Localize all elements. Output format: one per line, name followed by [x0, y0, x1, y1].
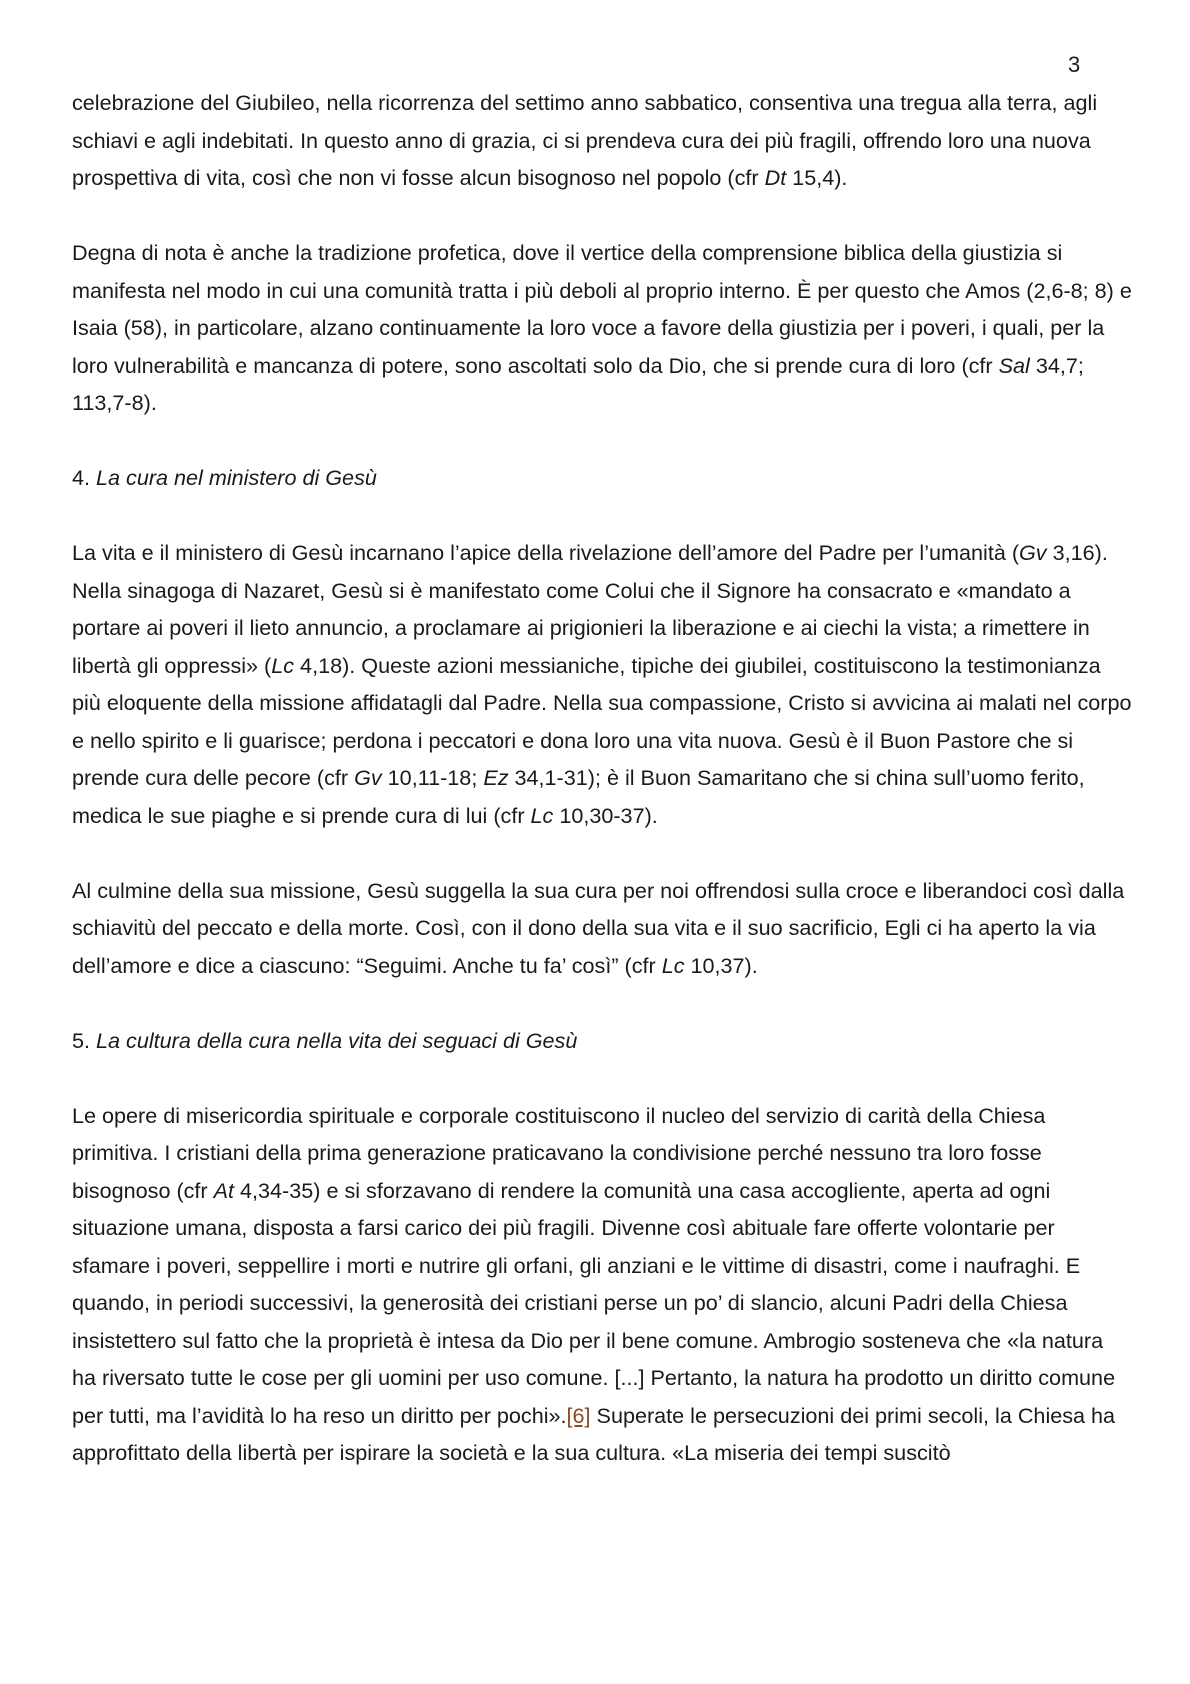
bible-reference: Lc	[271, 652, 295, 678]
bible-reference: Lc	[530, 802, 554, 828]
text-run: La vita e il ministero di Gesù incarnano l’apice della rivelazione dell’amore del Padre per l’umanità (	[72, 540, 1020, 565]
text-run: 10,37).	[684, 952, 758, 978]
bible-reference: Ez	[483, 765, 509, 790]
text-run: 34,1-31); è il Buon Samaritano che si china sull’uomo ferito, medica le sue piaghe e si prende cura di lui (cfr	[72, 765, 1085, 828]
text-run: 10,30-37).	[553, 802, 658, 828]
text-run: 15,4).	[786, 165, 848, 190]
section-heading-4	[72, 459, 1132, 497]
text-run: celebrazione del Giubileo, nella ricorrenza del settimo anno sabbatico, consentiva una tregua alla terra, agli schiavi e agli indebitati. In questo anno di grazia, ci si prendeva cura dei più fragili, offrendo loro una nuova prospettiva di vita, così che non vi fosse alcun bisognoso nel popolo (cfr	[72, 90, 1098, 190]
page-number: 3	[1068, 52, 1081, 77]
bible-reference: Lc	[661, 952, 685, 978]
text-run: 3,16). Nella sinagoga di Nazaret, Gesù si è manifestato come Colui che il Signore ha consacrato e «mandato a portare ai poveri il lieto annuncio, a proclamare ai prigionieri la liberazione e ai ciechi la vista; a rimettere in libertà gli oppressi» (	[72, 540, 1108, 678]
text-run: 34,7; 113,7-8).	[72, 352, 1084, 415]
bible-reference: Gv	[1019, 540, 1047, 565]
text-run: Le opere di misericordia spirituale e corporale costituiscono il nucleo del servizio di carità della Chiesa primitiva. I cristiani della prima generazione praticavano la condivisione perché nessuno tra loro fosse bisognoso (cfr	[72, 1102, 1046, 1203]
paragraph-works-of-mercy	[72, 1097, 1132, 1472]
paragraph-ministry-of-jesus	[72, 534, 1132, 834]
text-run: 4,34-35) e si sforzavano di rendere la comunità una casa accogliente, aperta ad ogni situazione umana, disposta a farsi carico dei più fragili. Divenne così abituale fare offerte volontarie per sfamare i poveri, seppellire i morti e nutrire gli orfani, gli anziani e le vittime di disastri, come i naufraghi. E quando, in periodi successivi, la generosità dei cristiani perse un po’ di slancio, alcuni Padri della Chiesa insistettero sul fatto che la proprietà è intesa da Dio per il bene comune. Ambrogio sosteneva che «la natura ha riversato tutte le cose per gli uomini per uso comune. [...] Pertanto, la natura ha prodotto un diritto comune per tutti, ma l’avidità lo ha reso un diritto per pochi».	[72, 1177, 1116, 1428]
section-title: La cultura della cura nella vita dei seguaci di Gesù	[96, 1027, 578, 1053]
section-heading-5	[72, 1022, 1132, 1060]
text-run: Superate le persecuzioni dei primi secoli, la Chiesa ha approfittato della libertà per ispirare la società e la sua cultura. «La miseria dei tempi suscitò	[72, 1402, 1116, 1465]
paragraph-prophetic-tradition	[72, 234, 1132, 422]
bible-reference: Gv	[354, 765, 382, 790]
section-number: 4.	[72, 465, 97, 490]
bible-reference: Dt	[764, 165, 787, 190]
paragraph-culmination	[72, 872, 1132, 985]
bible-reference: At	[213, 1177, 235, 1203]
section-title: La cura nel ministero di Gesù	[96, 465, 377, 490]
document-body	[72, 84, 1132, 1509]
paragraph-jubilee	[72, 84, 1132, 197]
bible-reference: Sal	[998, 352, 1030, 378]
footnote-link-6[interactable]: [6]	[566, 1402, 591, 1428]
text-run: 4,18). Queste azioni messianiche, tipiche dei giubilei, costituiscono la testimonianza più eloquente della missione affidatagli dal Padre. Nella sua compassione, Cristo si avvicina ai malati nel corpo e nello spirito e li guarisce; perdona i peccatori e dona loro una vita nuova. Gesù è il Buon Pastore che si prende cura delle pecore (cfr	[72, 652, 1132, 790]
text-run: Al culmine della sua missione, Gesù suggella la sua cura per noi offrendosi sulla croce e liberandoci così dalla schiavitù del peccato e della morte. Così, con il dono della sua vita e il suo sacrificio, Egli ci ha aperto la via dell’amore e dice a ciascuno: “Seguimi. Anche tu fa’ così” (cfr	[72, 877, 1125, 978]
text-run: 10,11-18;	[381, 765, 484, 790]
section-number: 5.	[72, 1027, 97, 1053]
text-run: Degna di nota è anche la tradizione profetica, dove il vertice della comprensione biblica della giustizia si manifesta nel modo in cui una comunità tratta i più deboli al proprio interno. È per questo che Amos (2,6-8; 8) e Isaia (58), in particolare, alzano continuamente la loro voce a favore della giustizia per i poveri, i quali, per la loro vulnerabilità e mancanza di potere, sono ascoltati solo da Dio, che si prende cura di loro (cfr	[72, 240, 1132, 378]
